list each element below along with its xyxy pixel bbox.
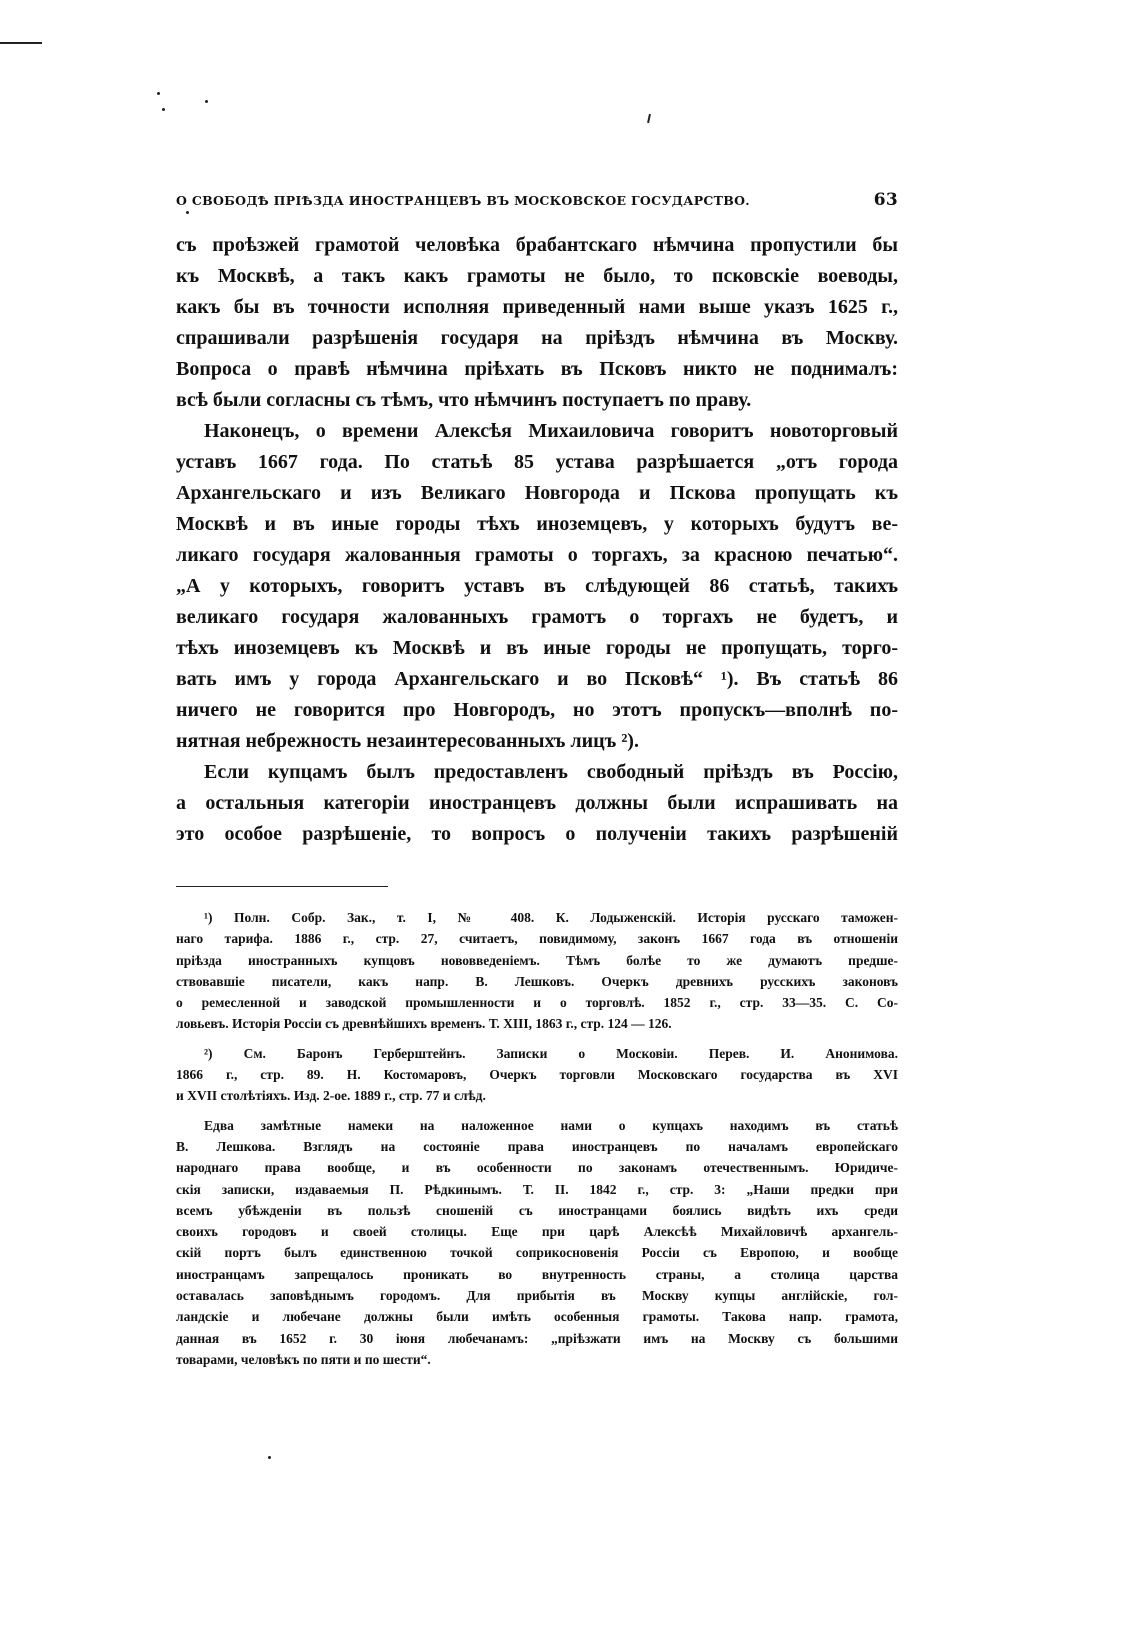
footnote-line: о ремесленной и заводской промышленности и о торговлѣ. 1852 г., стр. 33—35. С. Со- (176, 995, 898, 1011)
body-line: къ Москвѣ, а такъ какъ грамоты не было, то псковскіе воеводы, (176, 265, 898, 287)
body-line: уставъ 1667 года. По статьѣ 85 устава разрѣшается „отъ города (176, 451, 898, 473)
footnote-line: оставалась заповѣднымъ городомъ. Для прибытія въ Москву купцы англійскіе, гол- (176, 1288, 898, 1304)
page-number: 63 (873, 190, 898, 210)
footnote-line: ловьевъ. Исторія Россіи съ древнѣйшихъ временъ. Т. XIII, 1863 г., стр. 124 — 126. (176, 1016, 672, 1032)
footnote-line: 1866 г., стр. 89. Н. Костомаровъ, Очеркъ торговли Московскаго государства въ XVI (176, 1067, 898, 1083)
footnote-line: скія записки, издаваемыя П. Рѣдкинымъ. Т. II. 1842 г., стр. 3: „Наши предки при (176, 1181, 898, 1197)
body-line: „А у которыхъ, говоритъ уставъ въ слѣдующей 86 статьѣ, такихъ (176, 575, 898, 597)
body-line: всѣ были согласны съ тѣмъ, что нѣмчинъ поступаетъ по праву. (176, 389, 752, 411)
body-line: великаго государя жалованныхъ грамотъ о торгахъ не будетъ, и (176, 606, 898, 628)
footnote-line: иностранцамъ запрещалось проникать во внутренность страны, а столица царства (176, 1266, 898, 1282)
footnote-line: и XVII столѣтіяхъ. Изд. 2-ое. 1889 г., стр. 77 и слѣд. (176, 1088, 486, 1104)
body-line: съ проѣзжей грамотой человѣка брабантскаго нѣмчина пропустили бы (176, 234, 898, 256)
body-line: вать имъ у города Архангельскаго и во Псковѣ“ ¹). Въ статьѣ 86 (176, 668, 898, 690)
footnote-line: ствовавшіе писатели, какъ напр. В. Лешковъ. Очеркъ древнихъ русскихъ законовъ (176, 973, 898, 989)
running-head-title: О СВОБОДѢ ПРІѢЗДА ИНОСТРАНЦЕВЪ ВЪ МОСКОВСКОЕ ГОСУДАРСТВО. (176, 193, 750, 208)
body-line: Если купцамъ былъ предоставленъ свободный пріѣздъ въ Россію, (204, 761, 898, 783)
body-line: Архангельскаго и изъ Великаго Новгорода и Пскова пропущать къ (176, 482, 898, 504)
footnote-line: ²) См. Баронъ Герберштейнъ. Записки о Московіи. Перев. И. Анонимова. (204, 1045, 898, 1061)
body-line: а остальныя категоріи иностранцевъ должны были испрашивать на (176, 792, 898, 814)
footnote-line: скій портъ былъ единственною точкой соприкосновенія Россіи съ Европою, и вообще (176, 1245, 898, 1261)
scan-artifact-speck (205, 100, 208, 103)
footnote-line: народнаго права вообще, и въ особенности по законамъ отечественнымъ. Юридиче- (176, 1160, 898, 1176)
body-line: какъ бы въ точности исполняя приведенный нами выше указъ 1625 г., (176, 296, 898, 318)
body-line: Вопроса о правѣ нѣмчина пріѣхать въ Псковъ никто не поднималъ: (176, 358, 898, 380)
footnote-line: своихъ городовъ и своей столицы. Еще при царѣ Алексѣѣ Михайловичѣ архангель- (176, 1224, 898, 1240)
body-line: спрашивали разрѣшенія государя на пріѣздъ нѣмчина въ Москву. (176, 327, 898, 349)
scan-artifact-tick (647, 114, 651, 123)
footnote-line: ландскіе и любечане должны были имѣть особенныя грамоты. Такова напр. грамота, (176, 1309, 898, 1325)
footnote-line: ¹) Полн. Собр. Зак., т. I, № 408. К. Лодыженскій. Исторія русскаго таможен- (204, 910, 898, 925)
footnote-line: данная въ 1652 г. 30 іюня любечанамъ: „пріѣзжати имъ на Москву съ большими (176, 1330, 898, 1346)
body-text (176, 230, 898, 850)
footnote-line: всемъ убѣжденіи въ пользѣ сношеній съ иностранцами боялись видѣть ихъ среди (176, 1202, 898, 1218)
footnote-separator (176, 886, 388, 887)
body-line: ничего не говорится про Новгородъ, но этотъ пропускъ—вполнѣ по- (176, 699, 898, 721)
body-line: тѣхъ иноземцевъ къ Москвѣ и въ иные городы не пропущать, торго- (176, 637, 898, 659)
body-line: нятная небрежность незаинтересованныхъ лицъ ²). (176, 730, 639, 752)
footnotes (176, 907, 898, 1370)
scan-artifact-dash (0, 42, 42, 44)
scan-artifact-speck (268, 1456, 271, 1459)
book-page (176, 190, 898, 1370)
running-head (176, 190, 898, 214)
footnote-line: товарами, человѣкъ по пяти и по шести“. (176, 1351, 431, 1367)
body-line: Москвѣ и въ иные городы тѣхъ иноземцевъ, у которыхъ будутъ ве- (176, 513, 898, 535)
body-line: ликаго государя жалованныя грамоты о торгахъ, за красною печатью“. (176, 544, 898, 566)
body-line: Наконецъ, о времени Алексѣя Михаиловича говоритъ новоторговый (204, 420, 898, 442)
footnote-line: Едва замѣтные намеки на наложенное нами о купцахъ находимъ въ статьѣ (204, 1117, 898, 1133)
scan-artifact-speck (157, 92, 160, 95)
footnote-line: В. Лешкова. Взглядъ на состояніе права иностранцевъ по началамъ европейскаго (176, 1138, 898, 1154)
scan-artifact-speck (162, 108, 165, 111)
footnote-line: наго тарифа. 1886 г., стр. 27, считаетъ, повидимому, законъ 1667 года въ отношеніи (176, 931, 898, 947)
body-line: это особое разрѣшеніе, то вопросъ о полученіи такихъ разрѣшеній (176, 823, 898, 845)
footnote-line: пріѣзда иностранныхъ купцовъ нововведеніемъ. Тѣмъ болѣе то же думаютъ предше- (176, 952, 898, 968)
